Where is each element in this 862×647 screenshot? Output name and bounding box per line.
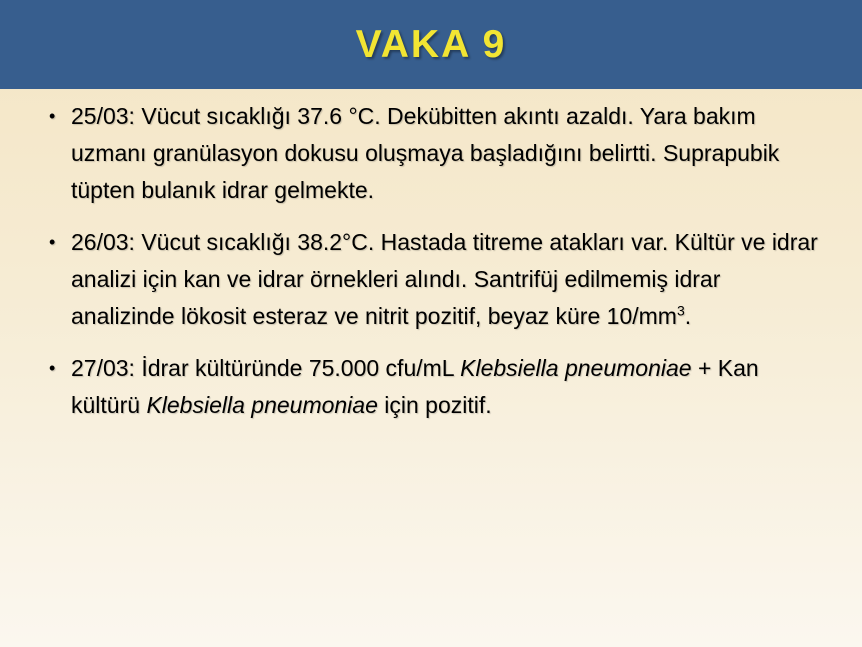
slide-content <box>47 98 822 439</box>
superscript-3: 3 <box>676 302 685 319</box>
bullet-text-2-part2: . <box>684 303 692 329</box>
title-bar <box>0 0 862 89</box>
bullet-dot: • <box>49 106 56 126</box>
bullet-text-3-part2: + Kan kültürü <box>71 355 759 418</box>
organism-name-2: Klebsiella pneumoniae <box>146 392 378 418</box>
bullet-text-2-part1: 26/03: Vücut sıcaklığı 38.2°C. Hastada titreme atakları var. Kültür ve idrar analizi için kan ve idrar örnekleri alındı. Santrifüj edilmemiş idrar analizinde lökosit esteraz ve nitrit pozitif, beyaz küre 10/mm <box>71 229 818 329</box>
bullet-text-1: 25/03: Vücut sıcaklığı 37.6 °C. Dekübitten akıntı azaldı. Yara bakım uzmanı granülasyon dokusu oluşmaya başladığını belirtti. Suprapubik tüpten bulanık idrar gelmekte. <box>71 103 780 203</box>
organism-name-1: Klebsiella pneumoniae <box>460 355 692 381</box>
bullet-text-3-part3: için pozitif. <box>377 392 492 418</box>
bullet-item-3 <box>47 350 822 424</box>
bullet-dot: • <box>49 232 56 252</box>
bullet-item-2 <box>47 224 822 335</box>
slide-title: VAKA 9 <box>355 22 507 66</box>
bullet-text-3-part1: 27/03: İdrar kültüründe 75.000 cfu/mL <box>71 355 461 381</box>
bullet-dot: • <box>49 358 56 378</box>
bullet-item-1 <box>47 98 822 209</box>
